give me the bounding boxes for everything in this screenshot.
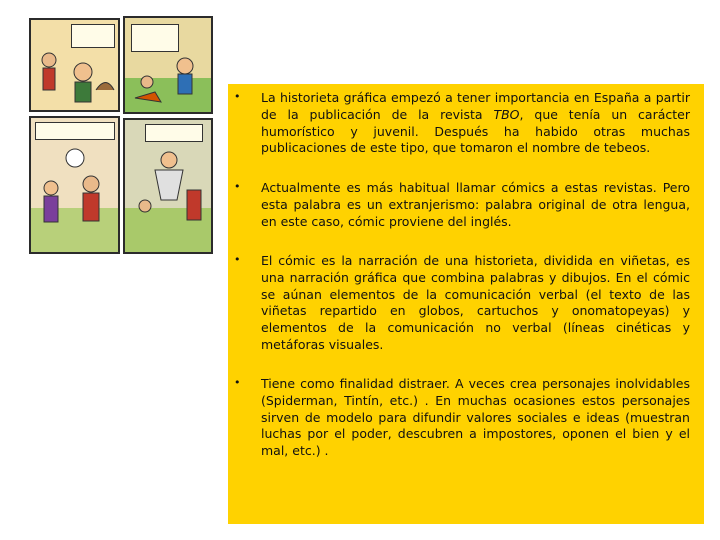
paragraph-text: El cómic es la narración de una historieta, dividida en viñetas, es una narración gráfica que combina palabras y dibujos. En el cómic se aúnan elementos de la comunicación verbal (el texto de las viñetas repartido en globos, cartuchos y onomatopeyas) y elementos de la comunicación no verbal (líneas cinéticas y metáforas visuales. [261,253,690,352]
bullet-icon: • [234,180,241,193]
bullet-icon: • [234,253,241,266]
comic-panel-1 [29,18,120,112]
comic-panel-3 [29,116,120,254]
comic-panel-4 [123,118,213,254]
paragraph-text: Tiene como finalidad distraer. A veces crea personajes inolvidables (Spiderman, Tintín, etc.) . En muchas ocasiones estos personajes sirven de modelo para difundir valores sociales e ideas (muestran luchas por el poder, descubren a impostores, oponen el bien y el mal, etc.) . [261,376,690,459]
bullet-icon: • [234,376,241,389]
comic-panel-2 [123,16,213,114]
paragraph-text: La historieta gráfica empezó a tener importancia en España a partir de la publicación de la revista TBO, que tenía un carácter humorístico y juvenil. Después ha habido otras muchas publicaciones de este tipo, que tomaron el nombre de tebeos. [261,90,690,156]
comic-strip-image [27,14,211,254]
paragraph-text: Actualmente es más habitual llamar cómics a estas revistas. Pero esta palabra es un extranjerismo: palabra original de otra lengua, en este caso, cómic proviene del inglés. [261,180,690,229]
text-panel [228,84,704,524]
bullet-icon: • [234,90,241,103]
